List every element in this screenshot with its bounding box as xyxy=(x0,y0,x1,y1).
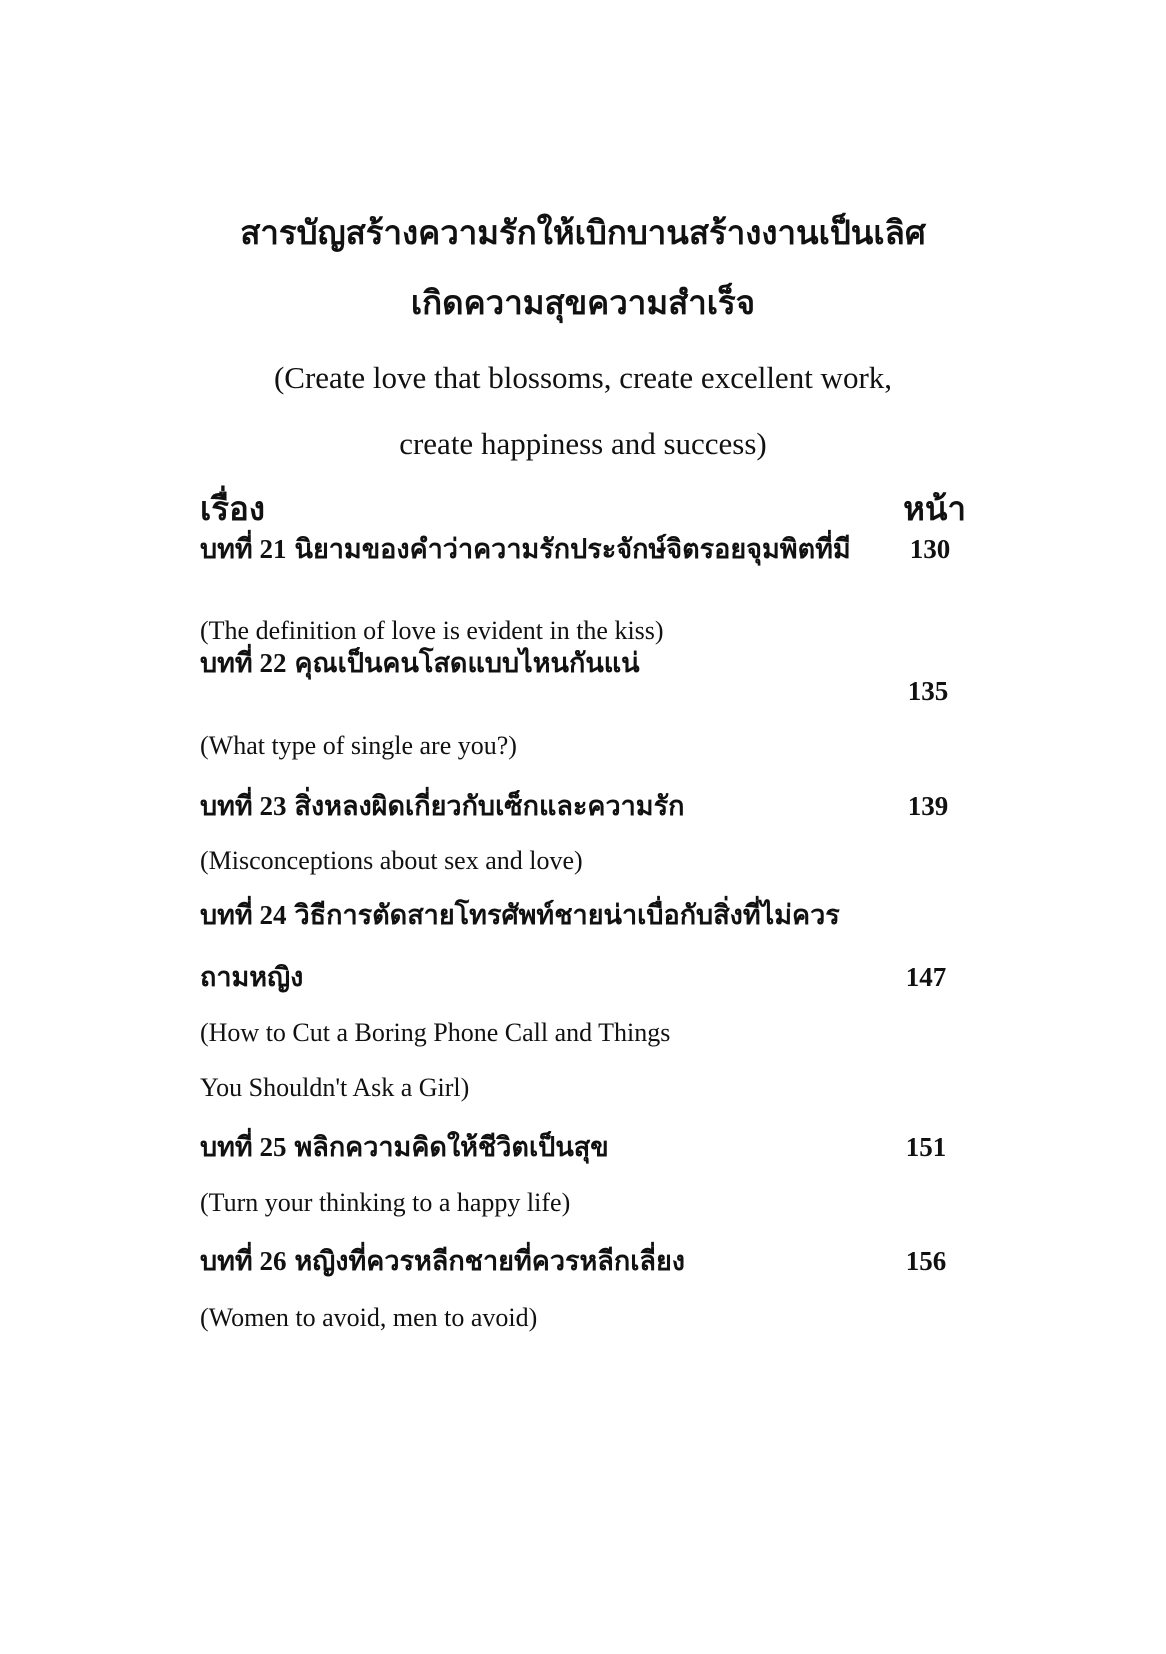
chapter-number: 24 xyxy=(259,900,287,930)
chapter-number: 25 xyxy=(259,1132,287,1162)
chapter-prefix: บทที่ xyxy=(200,1132,253,1162)
chapter-prefix: บทที่ xyxy=(200,534,253,564)
column-header-subject: เรื่อง xyxy=(200,492,265,528)
column-header-page: หน้า xyxy=(903,492,966,528)
chapter-english-title: (Misconceptions about sex and love) xyxy=(200,846,583,875)
chapter-title-continuation: ถามหญิง xyxy=(200,962,304,992)
chapter-english-title: (What type of single are you?) xyxy=(200,731,517,760)
toc-entry-25 xyxy=(200,1134,966,1161)
english-subtitle-line-1: (Create love that blossoms, create excellent work, xyxy=(273,360,893,395)
chapter-prefix: บทที่ xyxy=(200,1246,253,1276)
chapter-page-number: 156 xyxy=(905,1246,947,1276)
toc-entry-24 xyxy=(200,902,966,929)
page-title-line-1: สารบัญสร้างความรักให้เบิกบานสร้างงานเป็นเลิศ xyxy=(240,216,926,252)
chapter-prefix: บทที่ xyxy=(200,648,253,678)
chapter-title: วิธีการตัดสายโทรศัพท์ชายน่าเบื่อกับสิ่งที่ไม่ควร xyxy=(294,900,840,930)
chapter-english-title: (Turn your thinking to a happy life) xyxy=(200,1188,571,1217)
chapter-number: 21 xyxy=(259,534,287,564)
chapter-prefix: บทที่ xyxy=(200,900,253,930)
chapter-page-number: 139 xyxy=(907,791,949,821)
chapter-english-title: (The definition of love is evident in the kiss) xyxy=(200,616,664,645)
chapter-number: 23 xyxy=(259,791,287,821)
chapter-page-number: 151 xyxy=(905,1132,947,1162)
chapter-page-number: 147 xyxy=(905,962,947,992)
chapter-title: สิ่งหลงผิดเกี่ยวกับเซ็กและความรัก xyxy=(294,791,685,821)
chapter-number: 26 xyxy=(259,1246,287,1276)
chapter-title: คุณเป็นคนโสดแบบไหนกันแน่ xyxy=(294,648,640,678)
chapter-page-number: 135 xyxy=(907,676,949,706)
chapter-title: นิยามของคำว่าความรักประจักษ์จิตรอยจุมพิตที่มี xyxy=(294,534,851,564)
chapter-number: 22 xyxy=(259,648,287,678)
chapter-english-title-continuation: You Shouldn't Ask a Girl) xyxy=(200,1073,470,1102)
page-title-line-2: เกิดความสุขความสำเร็จ xyxy=(410,286,756,322)
chapter-prefix: บทที่ xyxy=(200,791,253,821)
chapter-page-number: 130 xyxy=(909,534,951,564)
chapter-english-title: (Women to avoid, men to avoid) xyxy=(200,1303,538,1332)
english-subtitle-line-2: create happiness and success) xyxy=(399,426,767,461)
toc-entry-26 xyxy=(200,1248,966,1275)
toc-entry-21 xyxy=(200,536,966,563)
chapter-english-title: (How to Cut a Boring Phone Call and Things xyxy=(200,1018,671,1047)
toc-entry-23 xyxy=(200,793,966,820)
chapter-title: พลิกความคิดให้ชีวิตเป็นสุข xyxy=(294,1132,609,1162)
chapter-title: หญิงที่ควรหลีกชายที่ควรหลีกเลี่ยง xyxy=(294,1246,685,1276)
toc-entry-22 xyxy=(200,650,966,677)
